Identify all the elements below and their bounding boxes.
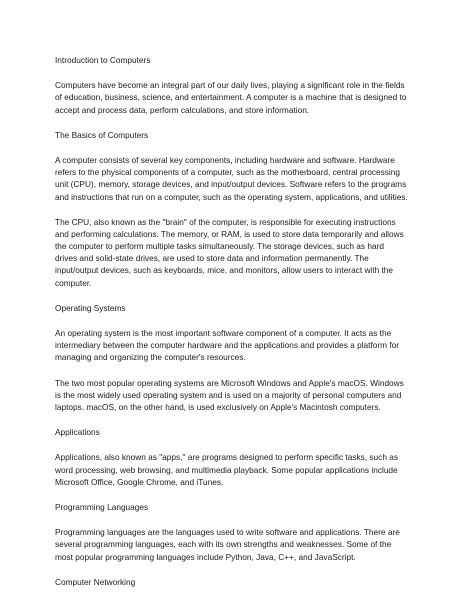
text-line: Programming languages are the languages used to write software and applications. There are (55, 527, 400, 538)
paragraph (55, 451, 424, 488)
text-line: most popular programming languages include Python, Java, C++, and JavaScript. (55, 551, 356, 562)
text-line: drives and solid-state drives, are used to store data and information permanently. The (55, 253, 369, 264)
paragraph (55, 526, 424, 563)
text-line: Microsoft Office, Google Chrome, and iTunes. (55, 476, 224, 487)
text-line: of education, business, science, and entertainment. A computer is a machine that is designed to (55, 92, 407, 103)
section-heading-programming-languages: Programming Languages (55, 501, 149, 512)
section-heading-applications: Applications (55, 427, 100, 438)
paragraph (55, 327, 424, 364)
text-line: The CPU, also known as the "brain" of the computer, is responsible for executing instructions (55, 216, 396, 227)
text-line: the computer to perform multiple tasks simultaneously. The storage devices, such as hard (55, 241, 384, 252)
text-line: An operating system is the most important software component of a computer. It acts as the (55, 328, 392, 339)
text-line: is the most widely used operating system and is used on a majority of personal computers and (55, 389, 402, 400)
text-line: and instructions that run on a computer, such as the operating system, applications, and utilities. (55, 191, 408, 202)
text-line: Applications, also known as "apps," are programs designed to perform specific tasks, such as (55, 452, 399, 463)
section-heading-operating-systems: Operating Systems (55, 302, 126, 313)
text-line: The two most popular operating systems are Microsoft Windows and Apple's macOS. Windows (55, 377, 404, 388)
text-line: accept and process data, perform calculations, and store information. (55, 104, 310, 115)
text-line: word processing, web browsing, and multimedia playback. Some popular applications include (55, 464, 398, 475)
text-line: managing and organizing the computer's resources. (55, 352, 246, 363)
text-line: refers to the physical components of a computer, such as the motherboard, central processing (55, 167, 400, 178)
text-line: several programming languages, each with its own strengths and weaknesses. Some of the (55, 539, 392, 550)
text-line: input/output devices, such as keyboards, mice, and monitors, allow users to interact with the (55, 265, 394, 276)
section-heading-basics: The Basics of Computers (55, 129, 149, 140)
text-line: Computers have become an integral part of our daily lives, playing a significant role in the fields (55, 80, 405, 91)
paragraph (55, 154, 424, 203)
paragraph (55, 377, 424, 414)
intro-paragraph (55, 79, 424, 116)
text-line: unit (CPU), memory, storage devices, and input/output devices. Software refers to the programs (55, 179, 407, 190)
paragraph (55, 216, 424, 289)
text-line: computer. (55, 277, 92, 288)
text-line: and performing calculations. The memory, or RAM, is used to store data temporarily and allows (55, 228, 404, 239)
text-line: A computer consists of several key components, including hardware and software. Hardware (55, 154, 395, 165)
text-line: intermediary between the computer hardware and the applications and provides a platform for (55, 340, 400, 351)
section-heading-computer-networking: Computer Networking (55, 576, 136, 587)
text-line: laptops. macOS, on the other hand, is used exclusively on Apple's Macintosh computers. (55, 401, 381, 412)
document-title: Introduction to Computers (55, 55, 151, 65)
